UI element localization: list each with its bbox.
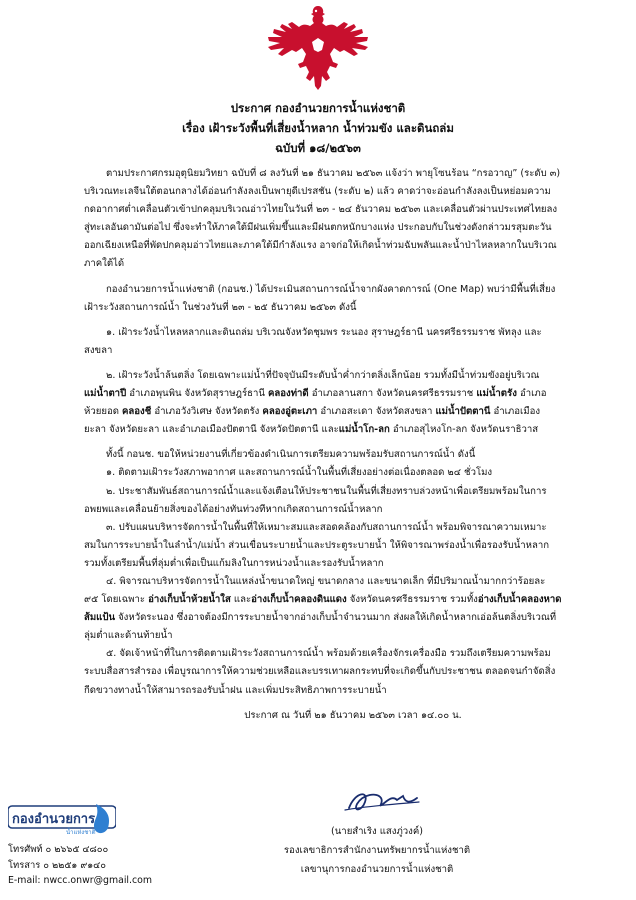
contact-footer [8, 798, 218, 889]
risk-item-2: ๒. เฝ้าระวังน้ำล้นตลิ่ง โดยเฉพาะแม่น้ำที่ปัจจุบันมีระดับน้ำค่ำกว่าตลิ่งเล็กน้อย รวมทั้งมีน้ำท่วมขังอยู่บริเวณแม่น้ำตาปี อำเภอพุนพิน จังหวัดสุราษฎร์ธานี คลองท่าดี อำเภอลานสกา จังหวัดนครศรีธรรมราช แม่น้ำตรัง อำเภอห้วยยอด คลองชี อำเภอวังวิเศษ จังหวัดตรัง คลองอู่ตะเภา อำเภอสะเดา จังหวัดสงขลา แม่น้ำปัตตานี อำเภอเมืองยะลา จังหวัดยะลา และอำเภอเมืองปัตตานี จังหวัดปัตตานี และแม่น้ำโก-ลก อำเภอสุไหงโก-ลก จังหวัดนราธิวาส [84, 369, 547, 436]
action-item-4: ๔. พิจารณาบริหารจัดการน้ำในแหล่งน้ำขนาดใหญ่ ขนาดกลาง และขนาดเล็ก ที่มีปริมาณน้ำมากกว่าร้อยละ ๙๕ โดยเฉพาะ อ่างเก็บน้ำห้วยน้ำใส และอ่างเก็บน้ำคลองดินแดง จังหวัดนครศรีธรรมราช รวมทั้งอ่างเก็บน้ำคลองหาดส้มแป้น จังหวัดระนอง ซึ่งอาจต้องมีการระบายน้ำจากอ่างเก็บน้ำจำนวนมาก ส่งผลให้เกิดน้ำหลากเอ่อล้นตลิ่งบริเวณที่ลุ่มต่ำและด้านท้ายน้ำ [84, 575, 562, 642]
announcement-subject: เรื่อง เฝ้าระวังพื้นที่เสี่ยงน้ำหลาก น้ำท่วมขัง และดินถล่ม [182, 121, 454, 135]
signature-block [272, 784, 482, 879]
contact-fax: โทรสาร ๐ ๒๒๕๑ ๙๑๔๐ [8, 859, 106, 871]
signatory-position-2: เลขานุการกองอำนวยการน้ำแห่งชาติ [300, 864, 454, 875]
paragraph-assessment: กองอำนวยการน้ำแห่งชาติ (กอนช.) ได้ประเมินสถานการณ์น้ำจากผังคาดการณ์ (One Map) พบว่ามีพื้นที่เสี่ยงเฝ้าระวังสถานการณ์น้ำ ในช่วงวันที่ ๒๓ - ๒๕ ธันวาคม ๒๕๖๓ ดังนี้ [84, 283, 556, 313]
nwcc-logo-icon [8, 798, 116, 838]
river-name: แม่น้ำตรัง [476, 388, 517, 400]
signatory-name: (นายสำเริง แสงภู่วงค์) [331, 826, 423, 837]
action-item-1: ๑. ติดตามเฝ้าระวังสภาพอากาศ และสถานการณ์น้ำในพื้นที่เสี่ยงอย่างต่อเนื่องตลอด ๒๔ ชั่วโมง [106, 467, 493, 479]
action-item-5: ๕. จัดเจ้าหน้าที่ในการติดตามเฝ้าระวังสถานการณ์น้ำ พร้อมด้วยเครื่องจักรเครื่องมือ รวมถึงเตรียมความพร้อมระบบสื่อสารสำรอง เพื่อบูรณาการให้ความช่วยเหลือและบรรเทาผลกระทบที่จะเกิดขึ้นกับประชาชน ตลอดจนกำจัดสิ่งกีดขวางทางน้ำให้สามารถรองรับน้ำฝน และเพิ่มประสิทธิภาพการระบายน้ำ [84, 648, 556, 696]
reservoir-name: อ่างเก็บน้ำคลองหาดส้มแป้น [84, 594, 562, 624]
svg-text:กองอำนวยการ: กองอำนวยการ [12, 812, 96, 827]
signatory-position-1: รองเลขาธิการสำนักงานทรัพยากรน้ำแห่งชาติ [283, 845, 471, 856]
action-item-2: ๒. ประชาสัมพันธ์สถานการณ์น้ำและแจ้งเตือนให้ประชาชนในพื้นที่เสี่ยงทราบล่วงหน้าเพื่อเตรียมพร้อมในการอพยพและเคลื่อนย้ายสิ่งของได้อย่างทันท่วงทีหากเกิดสถานการณ์น้ำหลาก [84, 485, 547, 515]
garuda-emblem-icon [262, 2, 374, 94]
contact-email: E-mail: nwcc.onwr@gmail.com [8, 875, 153, 886]
river-name: คลองอู่ตะเภา [262, 406, 318, 418]
announcement-number: ฉบับที่ ๑๘/๒๕๖๓ [275, 141, 361, 155]
river-name: คลองท่าดี [267, 388, 309, 400]
announcement-date: ประกาศ ณ วันที่ ๒๑ ธันวาคม ๒๕๖๓ เวลา ๑๔.๐๐ น. [244, 709, 462, 721]
action-item-3: ๓. ปรับแผนบริหารจัดการน้ำในพื้นที่ให้เหมาะสมและสอดคล้องกับสถานการณ์น้ำ พร้อมพิจารณาความเหมาะสมในการระบายน้ำในลำน้ำ/แม่น้ำ ส่วนเขื่อนระบายน้ำและประตูระบายน้ำ ให้พิจารณาพร่องน้ำเพื่อรองรับน้ำหลาก รวมทั้งเตรียมพื้นที่ลุ่มต่ำเพื่อเป็นแก้มลิงในการหน่วงน้ำและรองรับน้ำหลาก [84, 521, 550, 569]
announcement-header [0, 98, 636, 158]
svg-text:น้ำแห่งชาติ: น้ำแห่งชาติ [66, 829, 96, 836]
contact-phone: โทรศัพท์ ๐ ๒๖๖๕ ๔๘๐๐ [8, 844, 109, 855]
announcement-issuer: ประกาศ กองอำนวยการน้ำแห่งชาติ [230, 101, 406, 115]
paragraph-instructions: ทั้งนี้ กอนช. ขอให้หน่วยงานที่เกี่ยวข้องดำเนินการเตรียมความพร้อมรับสถานการณ์น้ำ ดังนี้ [106, 449, 476, 461]
reservoir-name: อ่างเก็บน้ำห้วยน้ำใส [148, 594, 231, 606]
signature-icon [307, 784, 447, 820]
river-name: แม่น้ำตาปี [84, 388, 127, 400]
river-name: แม่น้ำปัตตานี [435, 406, 491, 418]
paragraph-background: ตามประกาศกรมอุตุนิยมวิทยา ฉบับที่ ๘ ลงวันที่ ๒๑ ธันวาคม ๒๕๖๓ แจ้งว่า พายุโซนร้อน “กรอวาญ” (ระดับ ๓) บริเวณทะเลจีนใต้ตอนกลางได้อ่อนกำลังลงเป็นพายุดีเปรสชัน (ระดับ ๒) แล้ว คาดว่าจะอ่อนกำลังลงเป็นหย่อมความกดอากาศต่ำเคลื่อนตัวเข้าปกคลุมบริเวณอ่าวไทยในวันที่ ๒๓ - ๒๔ ธันวาคม ๒๕๖๓ และเคลื่อนตัวผ่านประเทศไทยลงสู่ทะเลอันดามันต่อไป ซึ่งจะทำให้ภาคใต้มีฝนเพิ่มขึ้นและมีฝนตกหนักบางแห่ง ประกอบกับในช่วงดังกล่าวมรสุมตะวันออกเฉียงเหนือที่พัดปกคลุมอ่าวไทยและภาคใต้มีกำลังแรง อาจก่อให้เกิดน้ำท่วมฉับพลันและน้ำป่าไหลหลากในบริเวณภาคใต้ได้ [84, 168, 561, 270]
river-name: คลองชี [122, 406, 152, 418]
announcement-body [84, 165, 562, 732]
reservoir-name: อ่างเก็บน้ำคลองดินแดง [251, 594, 347, 606]
risk-item-1: ๑. เฝ้าระวังน้ำไหลหลากและดินถล่ม บริเวณจังหวัดชุมพร ระนอง สุราษฎร์ธานี นครศรีธรรมราช พัทลุง และสงขลา [84, 326, 542, 356]
river-name: แม่น้ำโก-ลก [338, 424, 390, 436]
